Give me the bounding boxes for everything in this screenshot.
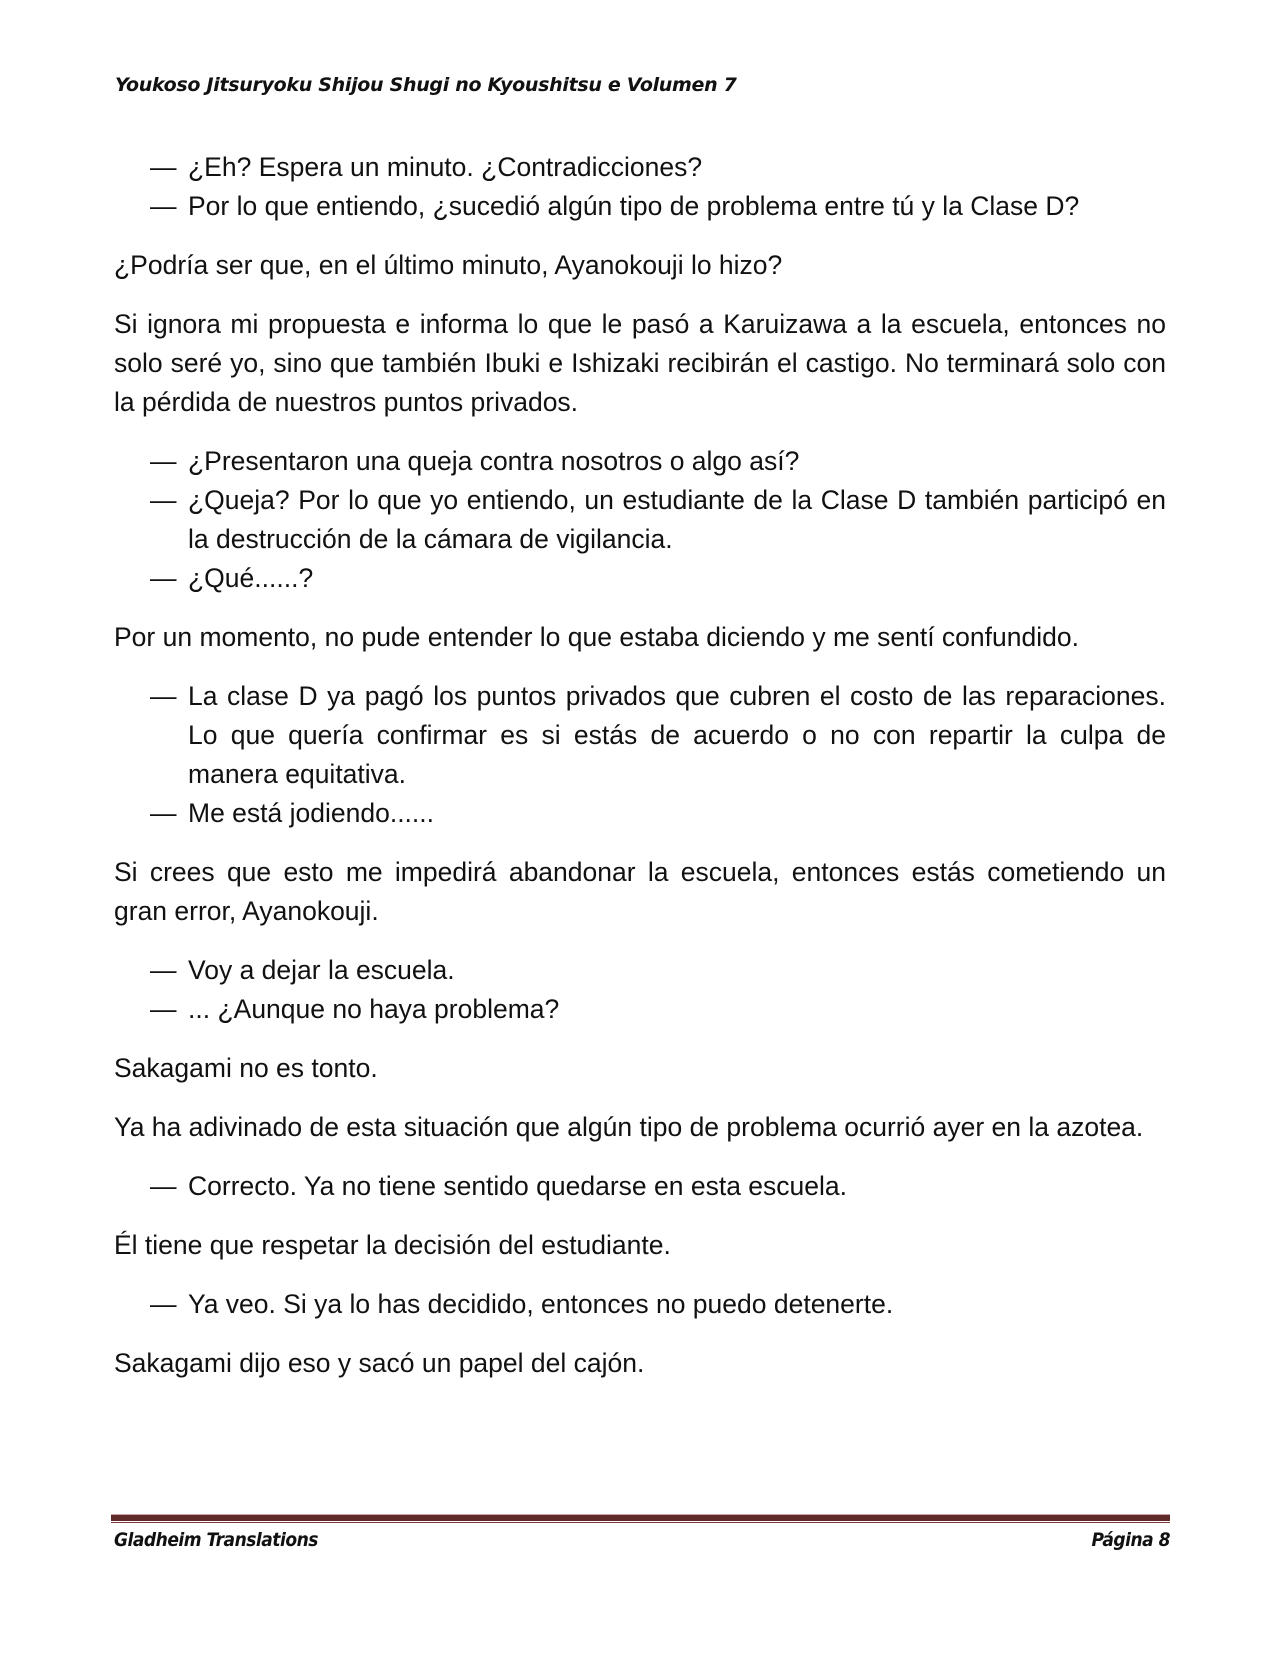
dialogue-line: — Me está jodiendo......: [114, 794, 1166, 833]
paragraph: Sakagami dijo eso y sacó un papel del cajón.: [114, 1348, 645, 1378]
dialogue-block: [114, 148, 1166, 226]
paragraph: Por un momento, no pude entender lo que estaba diciendo y me sentí confundido.: [114, 622, 1079, 652]
dialogue-dash: —: [150, 798, 177, 828]
dialogue-dash: —: [150, 446, 177, 476]
dialogue-dash: —: [150, 1289, 177, 1319]
footer-publisher: Gladheim Translations: [114, 1529, 318, 1551]
dialogue-dash: —: [150, 485, 177, 515]
dialogue-line: — ¿Qué......?: [114, 559, 1166, 598]
dialogue-dash: —: [150, 152, 177, 182]
footer-page-number: Página 8: [1091, 1529, 1170, 1551]
dialogue-line: — ¿Queja? Por lo que yo entiendo, un estudiante de la Clase D también participó en la destrucción de la cámara de vigilancia.: [114, 481, 1166, 559]
dialogue-line: — ¿Eh? Espera un minuto. ¿Contradicciones?: [114, 148, 1166, 187]
footer-divider-bottom-line: [111, 1522, 1170, 1523]
dialogue-line: — ¿Presentaron una queja contra nosotros o algo así?: [114, 442, 1166, 481]
paragraph: Ya ha adivinado de esta situación que algún tipo de problema ocurrió ayer en la azotea.: [114, 1112, 1144, 1142]
dialogue-block: [114, 1285, 1166, 1324]
dialogue-block: [114, 951, 1166, 1029]
dialogue-line: — Ya veo. Si ya lo has decidido, entonces no puedo detenerte.: [114, 1285, 1166, 1324]
dialogue-line: — ... ¿Aunque no haya problema?: [114, 990, 1166, 1029]
paragraph: ¿Podría ser que, en el último minuto, Ayanokouji lo hizo?: [114, 250, 783, 280]
dialogue-dash: —: [150, 1171, 177, 1201]
paragraph: Si ignora mi propuesta e informa lo que le pasó a Karuizawa a la escuela, entonces no solo seré yo, sino que también Ibuki e Ishizaki recibirán el castigo. No terminará solo con la pérdida de nuestros puntos privados.: [114, 309, 1166, 417]
dialogue-dash: —: [150, 681, 177, 711]
dialogue-dash: —: [150, 955, 177, 985]
dialogue-dash: —: [150, 191, 177, 221]
dialogue-line: — Correcto. Ya no tiene sentido quedarse en esta escuela.: [114, 1167, 1166, 1206]
dialogue-block: [114, 677, 1166, 833]
paragraph: Si crees que esto me impedirá abandonar la escuela, entonces estás cometiendo un gran error, Ayanokouji.: [114, 857, 1166, 926]
dialogue-block: [114, 442, 1166, 598]
running-header: Youkoso Jitsuryoku Shijou Shugi no Kyoushitsu e Volumen 7: [115, 74, 737, 96]
dialogue-dash: —: [150, 994, 177, 1024]
paragraph: Él tiene que respetar la decisión del estudiante.: [114, 1230, 671, 1260]
page-body: [114, 148, 1166, 1403]
dialogue-dash: —: [150, 563, 177, 593]
footer-divider: [111, 1514, 1170, 1523]
paragraph: Sakagami no es tonto.: [114, 1053, 378, 1083]
dialogue-line: — Voy a dejar la escuela.: [114, 951, 1166, 990]
dialogue-line: — La clase D ya pagó los puntos privados que cubren el costo de las reparaciones. Lo que quería confirmar es si estás de acuerdo o no con repartir la culpa de manera equitativa.: [114, 677, 1166, 794]
footer-divider-bar: [111, 1515, 1170, 1521]
dialogue-block: [114, 1167, 1166, 1206]
dialogue-line: — Por lo que entiendo, ¿sucedió algún tipo de problema entre tú y la Clase D?: [114, 187, 1166, 226]
